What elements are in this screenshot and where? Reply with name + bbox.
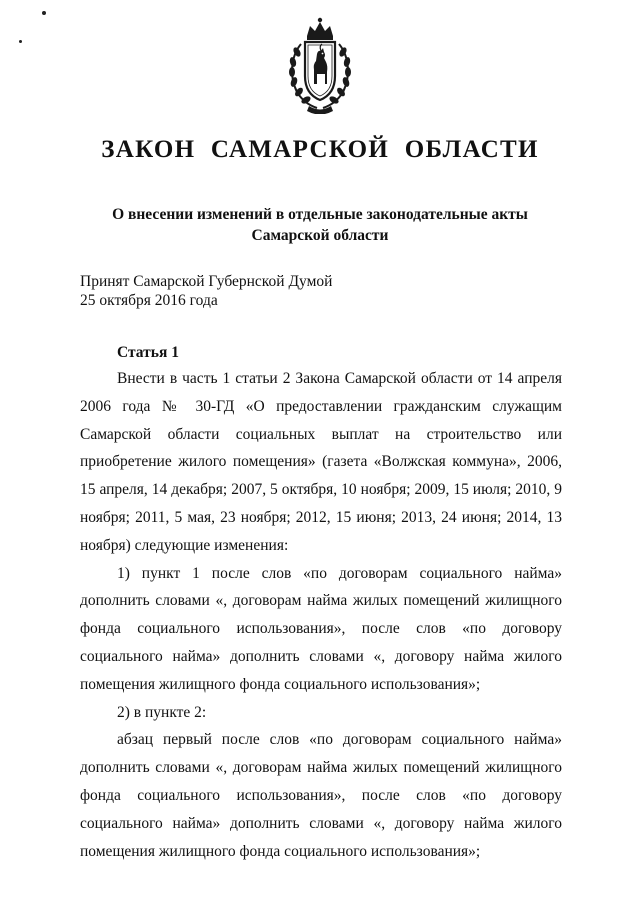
scan-speck xyxy=(42,11,46,15)
paragraph: абзац первый после слов «по договорам социального найма» дополнить словами «, договорам найма жилых помещений жилищного фонда социального использования», после слов «по договору социального найма» дополнить словами «, договору найма жилого помещения жилищного фонда социального использования»; xyxy=(80,731,562,860)
coat-of-arms-icon xyxy=(283,14,357,114)
paragraph: Внести в часть 1 статьи 2 Закона Самарской области от 14 апреля 2006 года № 30-ГД «О предоставлении гражданским служащим Самарской области социальных выплат на строительство или приобретение жилого помещения» (газета «Волжская коммуна», 2006, 15 апреля, 14 декабря; 2007, 5 октября, 10 ноября; 2009, 15 июля; 2010, 9 ноября; 2011, 5 мая, 23 ноября; 2012, 15 июня; 2013, 24 июня; 2014, 13 ноября) следующие изменения: xyxy=(80,370,562,554)
adoption-info xyxy=(80,272,332,310)
law-title: ЗАКОН САМАРСКОЙ ОБЛАСТИ xyxy=(101,136,539,163)
scan-speck xyxy=(19,40,22,43)
adoption-body: Принят Самарской Губернской Думой xyxy=(80,273,333,290)
law-subtitle xyxy=(0,204,640,246)
paragraph: 2) в пункте 2: xyxy=(117,703,207,721)
article-body xyxy=(80,365,562,865)
article-heading: Статья 1 xyxy=(117,344,179,361)
paragraph: 1) пункт 1 после слов «по договорам социального найма» дополнить словами «, договорам найма жилых помещений жилищного фонда социального использования», после слов «по договору социального найма» дополнить словами «, договору найма жилого помещения жилищного фонда социального использования»; xyxy=(80,564,562,693)
subtitle-line: О внесении изменений в отдельные законодательные акты xyxy=(112,206,528,223)
subtitle-line: Самарской области xyxy=(251,227,389,244)
adoption-date: 25 октября 2016 года xyxy=(80,292,218,309)
